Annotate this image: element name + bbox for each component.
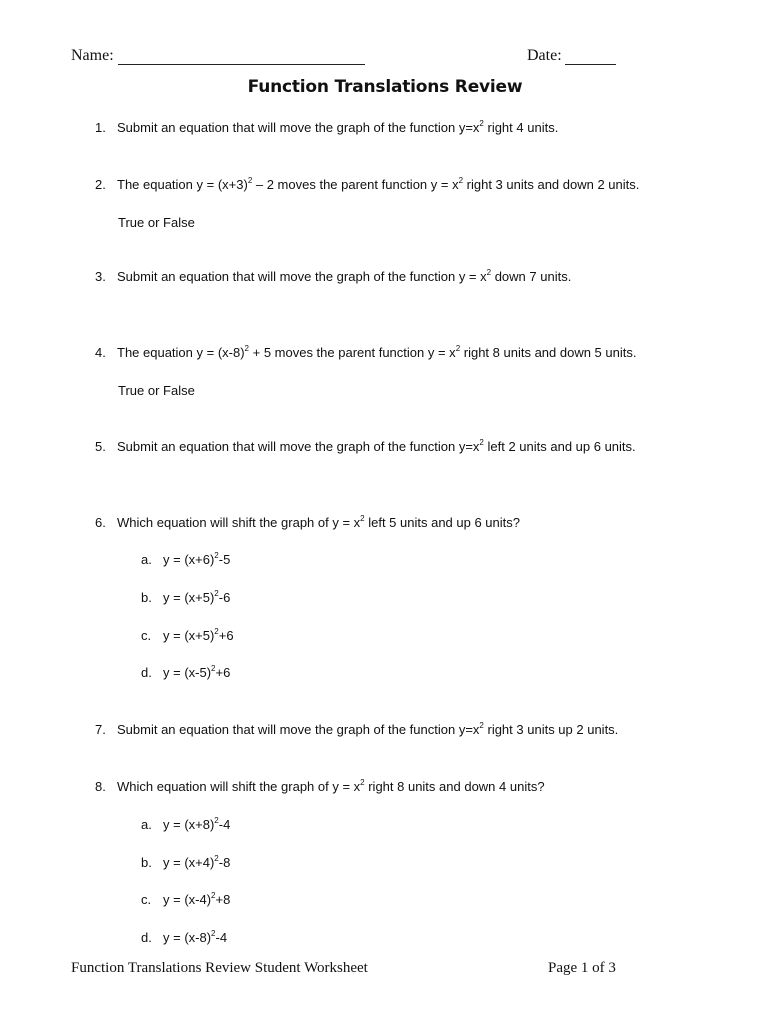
exponent: 2: [214, 816, 219, 825]
question-4: [95, 345, 636, 360]
option-letter: d.: [141, 930, 152, 945]
exponent: 2: [214, 627, 219, 636]
question-text-mid: – 2 moves the parent function y = x: [252, 177, 459, 192]
option-8d: [141, 930, 227, 945]
question-text: Which equation will shift the graph of y = x: [117, 515, 361, 530]
option-letter: d.: [141, 665, 152, 680]
true-false-prompt: True or False: [118, 215, 195, 230]
question-5: [95, 439, 636, 454]
question-text-end: right 8 units and down 4 units?: [364, 779, 545, 794]
page-number: Page 1 of 3: [548, 960, 616, 976]
option-text: y = (x+8): [163, 817, 215, 832]
option-6a: [141, 552, 230, 567]
question-text-end: down 7 units.: [491, 269, 572, 284]
option-letter: b.: [141, 855, 152, 870]
exponent: 2: [214, 551, 219, 560]
question-7: [95, 722, 618, 737]
exponent: 2: [479, 438, 484, 447]
option-letter: b.: [141, 590, 152, 605]
question-text: Submit an equation that will move the graph of the function y=x: [117, 722, 480, 737]
question-number: 8.: [95, 779, 106, 794]
worksheet-title: Function Translations Review: [247, 77, 523, 97]
question-text-end: right 3 units and down 2 units.: [463, 177, 640, 192]
option-letter: c.: [141, 628, 152, 643]
option-6c: [141, 628, 234, 643]
option-text-end: -8: [218, 855, 231, 870]
name-blank-line[interactable]: [118, 64, 365, 65]
question-6: [95, 515, 520, 530]
question-text-end: left 2 units and up 6 units.: [483, 439, 636, 454]
question-text-end: right 8 units and down 5 units.: [460, 345, 637, 360]
option-text-end: +6: [215, 665, 231, 680]
exponent: 2: [458, 176, 464, 185]
question-number: 4.: [95, 345, 106, 360]
question-8: [95, 779, 545, 794]
option-text: y = (x-8): [163, 930, 212, 945]
option-text: y = (x-4): [163, 892, 212, 907]
question-3: [95, 269, 571, 284]
option-letter: c.: [141, 892, 152, 907]
question-text: Submit an equation that will move the graph of the function y=x: [117, 120, 480, 135]
option-6d: [141, 665, 230, 680]
exponent: 2: [486, 268, 492, 277]
question-text: Submit an equation that will move the graph of the function y=x: [117, 439, 480, 454]
question-text-end: left 5 units and up 6 units?: [364, 515, 520, 530]
footer-title: Function Translations Review Student Worksheet: [71, 960, 368, 976]
option-8c: [141, 892, 230, 907]
option-text-end: +6: [218, 628, 234, 643]
exponent: 2: [247, 176, 253, 185]
exponent: 2: [214, 589, 219, 598]
option-text-end: +8: [215, 892, 231, 907]
name-label: Name:: [71, 47, 114, 64]
question-2: [95, 177, 639, 192]
option-text-end: -5: [218, 552, 231, 567]
option-text: y = (x+5): [163, 628, 215, 643]
question-number: 6.: [95, 515, 106, 530]
exponent: 2: [211, 891, 216, 900]
question-number: 2.: [95, 177, 106, 192]
exponent: 2: [211, 664, 216, 673]
date-label: Date:: [527, 47, 562, 64]
exponent: 2: [244, 344, 249, 353]
exponent: 2: [479, 119, 484, 128]
option-text: y = (x+5): [163, 590, 215, 605]
option-6b: [141, 590, 230, 605]
option-letter: a.: [141, 552, 152, 567]
option-text-end: -6: [218, 590, 231, 605]
option-text: y = (x-5): [163, 665, 212, 680]
question-text: Which equation will shift the graph of y = x: [117, 779, 361, 794]
question-number: 7.: [95, 722, 106, 737]
exponent: 2: [211, 929, 216, 938]
question-1: [95, 120, 558, 135]
question-text-end: right 4 units.: [483, 120, 559, 135]
exponent: 2: [455, 344, 461, 353]
date-blank-line[interactable]: [565, 64, 616, 65]
option-text-end: -4: [215, 930, 228, 945]
exponent: 2: [360, 778, 365, 787]
question-number: 1.: [95, 120, 106, 135]
true-false-prompt: True or False: [118, 383, 195, 398]
question-text: The equation y = (x-8): [117, 345, 245, 360]
option-8b: [141, 855, 230, 870]
question-text: The equation y = (x+3): [117, 177, 248, 192]
exponent: 2: [479, 721, 484, 730]
option-8a: [141, 817, 230, 832]
option-text-end: -4: [218, 817, 231, 832]
question-number: 5.: [95, 439, 106, 454]
option-text: y = (x+6): [163, 552, 215, 567]
question-text-end: right 3 units up 2 units.: [483, 722, 619, 737]
question-number: 3.: [95, 269, 106, 284]
question-text-mid: + 5 moves the parent function y = x: [249, 345, 456, 360]
exponent: 2: [360, 514, 365, 523]
option-text: y = (x+4): [163, 855, 215, 870]
exponent: 2: [214, 854, 219, 863]
question-text: Submit an equation that will move the graph of the function y = x: [117, 269, 487, 284]
option-letter: a.: [141, 817, 152, 832]
